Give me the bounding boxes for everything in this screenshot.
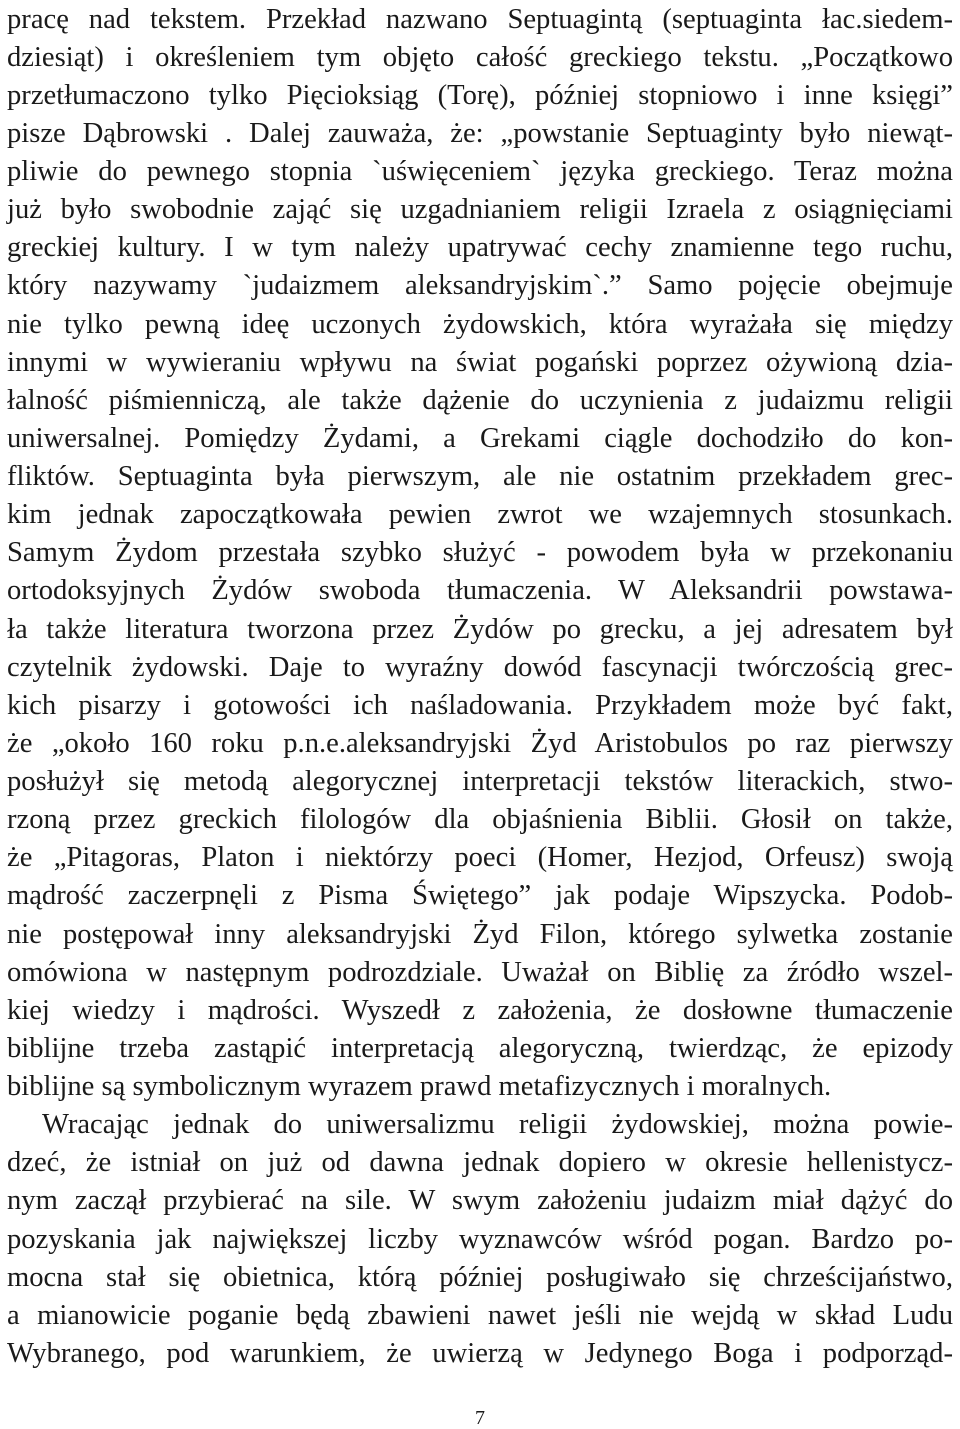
text-line: rzoną przez greckich filologów dla objaśnienia Biblii. Głosił on także, bbox=[7, 804, 953, 835]
text-line: pracę nad tekstem. Przekład nazwano Septuagintą (septuaginta łac.siedem- bbox=[7, 4, 953, 35]
page-number: 7 bbox=[475, 1407, 485, 1429]
text-line: łalność piśmienniczą, ale także dążenie do uczynienia z judaizmu religii bbox=[7, 385, 953, 416]
text-line: kich pisarzy i gotowości ich naśladowania. Przykładem może być fakt, bbox=[7, 690, 953, 721]
text-line: uniwersalnej. Pomiędzy Żydami, a Grekami ciągle dochodziło do kon- bbox=[7, 423, 953, 454]
text-line: nie tylko pewną ideę uczonych żydowskich, która wyrażała się między bbox=[7, 309, 953, 340]
text-line: ortodoksyjnych Żydów swoboda tłumaczenia. W Aleksandrii powstawa- bbox=[7, 575, 953, 606]
text-line: Wybranego, pod warunkiem, że uwierzą w Jedynego Boga i podporząd- bbox=[7, 1338, 953, 1369]
text-line: Samym Żydom przestała szybko służyć - powodem była w przekonaniu bbox=[7, 537, 953, 568]
paragraph-last-line: biblijne są symbolicznym wyrazem prawd metafizycznych i moralnych. bbox=[7, 1071, 832, 1102]
paragraph-first-line: Wracając jednak do uniwersalizmu religii żydowskiej, można powie- bbox=[42, 1109, 953, 1140]
text-line: kim jednak zapoczątkowała pewien zwrot we wzajemnych stosunkach. bbox=[7, 499, 953, 530]
text-line: czytelnik żydowski. Daje to wyraźny dowód fascynacji twórczością grec- bbox=[7, 652, 953, 683]
text-line: który nazywamy `judaizmem aleksandryjskim`.” Samo pojęcie obejmuje bbox=[7, 270, 953, 301]
text-line: fliktów. Septuaginta była pierwszym, ale nie ostatnim przekładem grec- bbox=[7, 461, 953, 492]
text-line: nie postępował inny aleksandryjski Żyd Filon, którego sylwetka zostanie bbox=[7, 919, 953, 950]
text-line: mocna stał się obietnica, którą później posługiwało się chrześcijaństwo, bbox=[7, 1262, 953, 1293]
text-line: pozyskania jak największej liczby wyznawców wśród pogan. Bardzo po- bbox=[7, 1224, 953, 1255]
text-line: dzeć, że istniał on już od dawna jednak dopiero w okresie hellenistycz- bbox=[7, 1147, 953, 1178]
text-line: greckiej kultury. I w tym należy upatrywać cechy znamienne tego ruchu, bbox=[7, 232, 953, 263]
text-line: innymi w wywieraniu wpływu na świat pogański poprzez ożywioną dzia- bbox=[7, 347, 953, 378]
text-line: pliwie do pewnego stopnia `uświęceniem` języka greckiego. Teraz można bbox=[7, 156, 953, 187]
text-line: posłużył się metodą alegorycznej interpretacji tekstów literackich, stwo- bbox=[7, 766, 953, 797]
text-line: biblijne trzeba zastąpić interpretacją alegoryczną, twierdząc, że epizody bbox=[7, 1033, 953, 1064]
text-line: mądrość zaczerpnęli z Pisma Świętego” jak podaje Wipszycka. Podob- bbox=[7, 880, 953, 911]
text-line: pisze Dąbrowski . Dalej zauważa, że: „powstanie Septuaginty było niewąt- bbox=[7, 118, 953, 149]
text-line: nym zaczął przybierać na sile. W swym założeniu judaizm miał dążyć do bbox=[7, 1185, 953, 1216]
text-line: ła także literatura tworzona przez Żydów po grecku, a jej adresatem był bbox=[7, 614, 953, 645]
text-line: omówiona w następnym podrozdziale. Uważał on Biblię za źródło wszel- bbox=[7, 957, 953, 988]
text-line: przetłumaczono tylko Pięcioksiąg (Torę), później stopniowo i inne księgi” bbox=[7, 80, 953, 111]
text-line: że „około 160 roku p.n.e.aleksandryjski Żyd Aristobulos po raz pierwszy bbox=[7, 728, 953, 759]
text-line: dziesiąt) i określeniem tym objęto całość greckiego tekstu. „Początkowo bbox=[7, 42, 953, 73]
text-line: że „Pitagoras, Platon i niektórzy poeci (Homer, Hezjod, Orfeusz) swoją bbox=[7, 842, 953, 873]
text-line: a mianowicie poganie będą zbawieni nawet jeśli nie wejdą w skład Ludu bbox=[7, 1300, 953, 1331]
text-line: kiej wiedzy i mądrości. Wyszedł z założenia, że dosłowne tłumaczenie bbox=[7, 995, 953, 1026]
text-line: już było swobodnie zająć się uzgadnianiem religii Izraela z osiągnięciami bbox=[7, 194, 953, 225]
